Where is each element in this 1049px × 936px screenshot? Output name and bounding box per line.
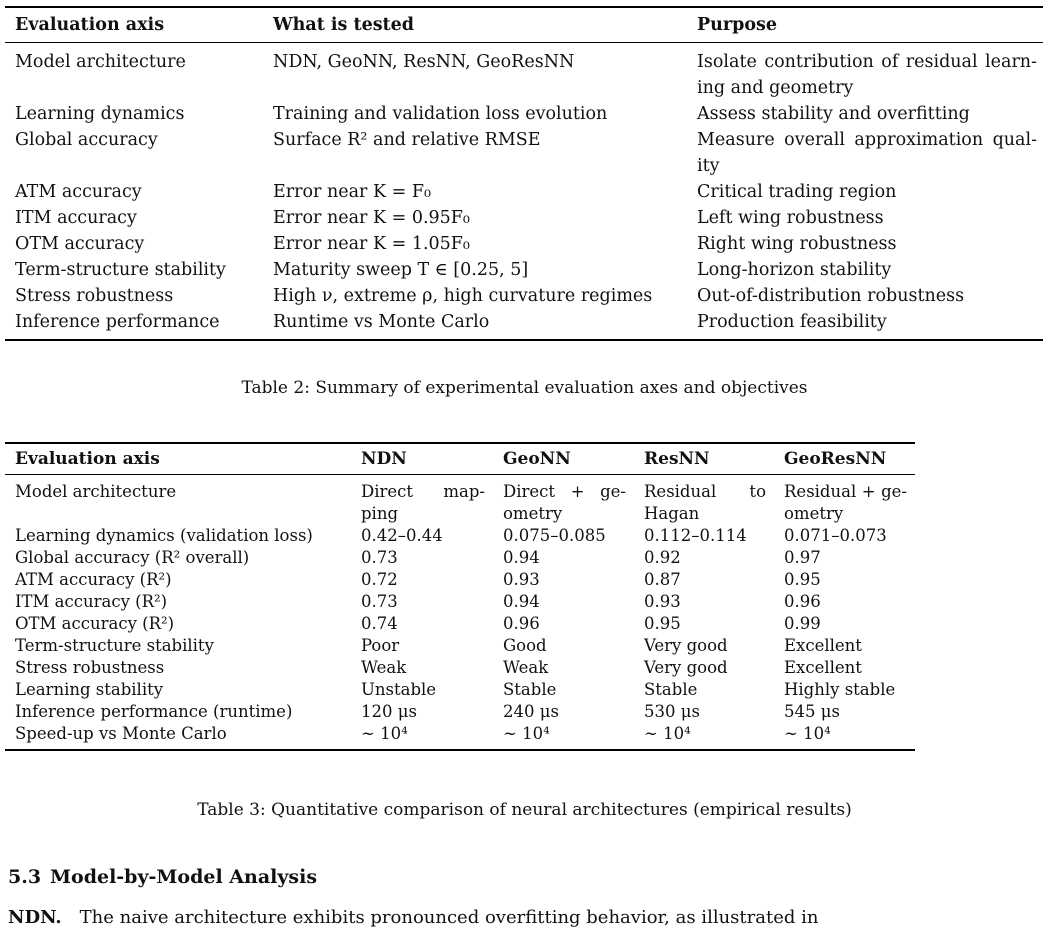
table-cell: Maturity sweep T ∈ [0.25, 5] [273,260,529,280]
section-title: Model-by-Model Analysis [50,866,318,888]
table-cell: Weak [361,658,407,677]
table-3-rows [5,525,915,745]
table-cell: Good [503,636,547,655]
table-cell-line: Direct + ge- [503,482,626,501]
section-heading [8,866,317,888]
table-row [5,481,915,525]
table-cell-line: Isolate contribution of residual learn- [697,52,1037,72]
table-cell: Training and validation loss evolution [273,104,608,124]
table-cell: Surface R² and relative RMSE [273,130,541,150]
table-cell: 0.42–0.44 [361,526,443,545]
table-cell: Stress robustness [15,286,174,306]
table-cell: ∼ 10⁴ [361,724,408,743]
table-cell: Long-horizon stability [697,260,892,280]
table-row [5,309,1043,335]
table-cell [634,481,774,525]
table-cell: 0.94 [503,548,540,567]
table-cell: ITM accuracy [15,208,137,228]
table-cell: ∼ 10⁴ [503,724,550,743]
table-3-header-resnn: ResNN [644,449,710,469]
table-cell: Left wing robustness [697,208,884,228]
table-cell: 0.73 [361,548,398,567]
table-cell: ∼ 10⁴ [644,724,691,743]
table-cell-line: Hagan [644,504,700,523]
table-row [5,723,915,745]
table-cell: Weak [503,658,549,677]
table-cell: Very good [644,658,728,677]
table-cell [351,481,493,525]
table-cell: Right wing robustness [697,234,897,254]
table-2-caption: Table 2: Summary of experimental evaluation axes and objectives [241,378,808,398]
table-cell-line: Residual + ge- [784,482,907,501]
table-cell [774,481,915,525]
table-cell: Term-structure stability [15,260,226,280]
table-row [5,657,915,679]
table-cell: Error near K = 0.95F₀ [273,208,470,228]
table-row [5,701,915,723]
table-row [5,205,1043,231]
table-cell: Error near K = 1.05F₀ [273,234,470,254]
paragraph-lead: NDN. [8,907,62,928]
table-cell: High ν, extreme ρ, high curvature regimes [273,286,653,306]
table-cell: Inference performance (runtime) [15,702,293,721]
table-cell: 120 μs [361,702,417,721]
table-cell-line: ping [361,504,399,523]
table-row [5,179,1043,205]
table-row [5,49,1043,101]
table-row [5,679,915,701]
table-cell: 240 μs [503,702,559,721]
table-cell: Unstable [361,680,437,699]
table-row [5,613,915,635]
table-cell: 0.95 [644,614,681,633]
table-cell: NDN, GeoNN, ResNN, GeoResNN [273,52,575,72]
table-cell: Poor [361,636,400,655]
table-cell: Global accuracy (R² overall) [15,548,250,567]
table-2-header-row [5,8,1043,42]
table-cell: 0.95 [784,570,821,589]
table-row [5,283,1043,309]
table-cell-line: Direct map- [361,482,485,501]
table-2-header-tested: What is tested [273,15,415,35]
table-cell: Highly stable [784,680,896,699]
table-cell: Runtime vs Monte Carlo [273,312,490,332]
table-cell: Global accuracy [15,130,158,150]
table-3-header-georesnn: GeoResNN [784,449,887,469]
table-cell: ∼ 10⁴ [784,724,831,743]
table-cell: OTM accuracy [15,234,145,254]
table-cell: Very good [644,636,728,655]
table-cell: 545 μs [784,702,840,721]
table-3-header-row [5,444,915,474]
table-cell: Assess stability and overfitting [697,104,970,124]
table-cell: Error near K = F₀ [273,182,431,202]
table-cell-line: ometry [784,504,844,523]
table-cell: 0.97 [784,548,821,567]
table-row [5,101,1043,127]
table-cell: 530 μs [644,702,700,721]
table-cell: Model architecture [15,482,177,501]
table-cell: Stable [503,680,557,699]
table-2 [5,6,1043,341]
table-cell: Production feasibility [697,312,887,332]
table-cell-line: ing and geometry [697,78,854,98]
table-cell: 0.72 [361,570,398,589]
table-cell: 0.93 [503,570,540,589]
table-cell: Speed-up vs Monte Carlo [15,724,227,743]
table-cell: Learning dynamics (validation loss) [15,526,313,545]
table-cell [687,127,1043,179]
table-cell: 0.92 [644,548,681,567]
table-3 [5,442,915,751]
paragraph-text: The naive architecture exhibits pronounced overfitting behavior, as illustrated in [79,907,819,928]
table-cell: 0.96 [503,614,540,633]
table-cell: Excellent [784,658,862,677]
table-row [5,591,915,613]
table-cell-line: Residual to [644,482,766,501]
table-cell: Model architecture [15,52,186,72]
table-cell: ATM accuracy (R²) [15,570,172,589]
table-row [5,231,1043,257]
table-cell: ATM accuracy [15,182,142,202]
table-cell: Term-structure stability [15,636,214,655]
table-3-bottom-rule [5,749,915,751]
table-cell: 0.071–0.073 [784,526,887,545]
table-cell: Learning stability [15,680,164,699]
table-cell-line: ity [697,156,720,176]
table-3-header-ndn: NDN [361,449,407,469]
table-cell: Stress robustness [15,658,165,677]
table-cell: 0.74 [361,614,398,633]
table-row [5,569,915,591]
table-2-header-axis: Evaluation axis [15,15,165,35]
table-cell: Inference performance [15,312,220,332]
table-3-body [5,475,915,749]
table-cell: ITM accuracy (R²) [15,592,168,611]
table-row [5,547,915,569]
table-cell: 0.87 [644,570,681,589]
table-3-header-axis: Evaluation axis [15,449,160,469]
table-cell [493,481,634,525]
table-cell: Excellent [784,636,862,655]
table-cell: Learning dynamics [15,104,185,124]
table-cell: Out-of-distribution robustness [697,286,965,306]
table-2-header-purpose: Purpose [697,15,777,35]
table-row [5,635,915,657]
table-cell: Stable [644,680,698,699]
table-2-bottom-rule [5,339,1043,341]
table-cell-line: ometry [503,504,563,523]
table-cell: 0.94 [503,592,540,611]
table-cell: 0.96 [784,592,821,611]
table-cell: Critical trading region [697,182,897,202]
table-3-header-geonn: GeoNN [503,449,571,469]
table-cell: 0.112–0.114 [644,526,747,545]
table-cell: OTM accuracy (R²) [15,614,175,633]
table-cell [687,49,1043,101]
table-cell: 0.93 [644,592,681,611]
table-cell-line: Measure overall approximation qual- [697,130,1037,150]
table-cell: 0.075–0.085 [503,526,606,545]
table-3-caption: Table 3: Quantitative comparison of neural architectures (empirical results) [197,800,852,820]
table-2-body [5,43,1043,339]
paragraph [8,904,1042,932]
table-cell: 0.73 [361,592,398,611]
table-row [5,257,1043,283]
table-row [5,525,915,547]
table-row [5,127,1043,179]
section-number: 5.3 [8,866,42,888]
table-cell: 0.99 [784,614,821,633]
